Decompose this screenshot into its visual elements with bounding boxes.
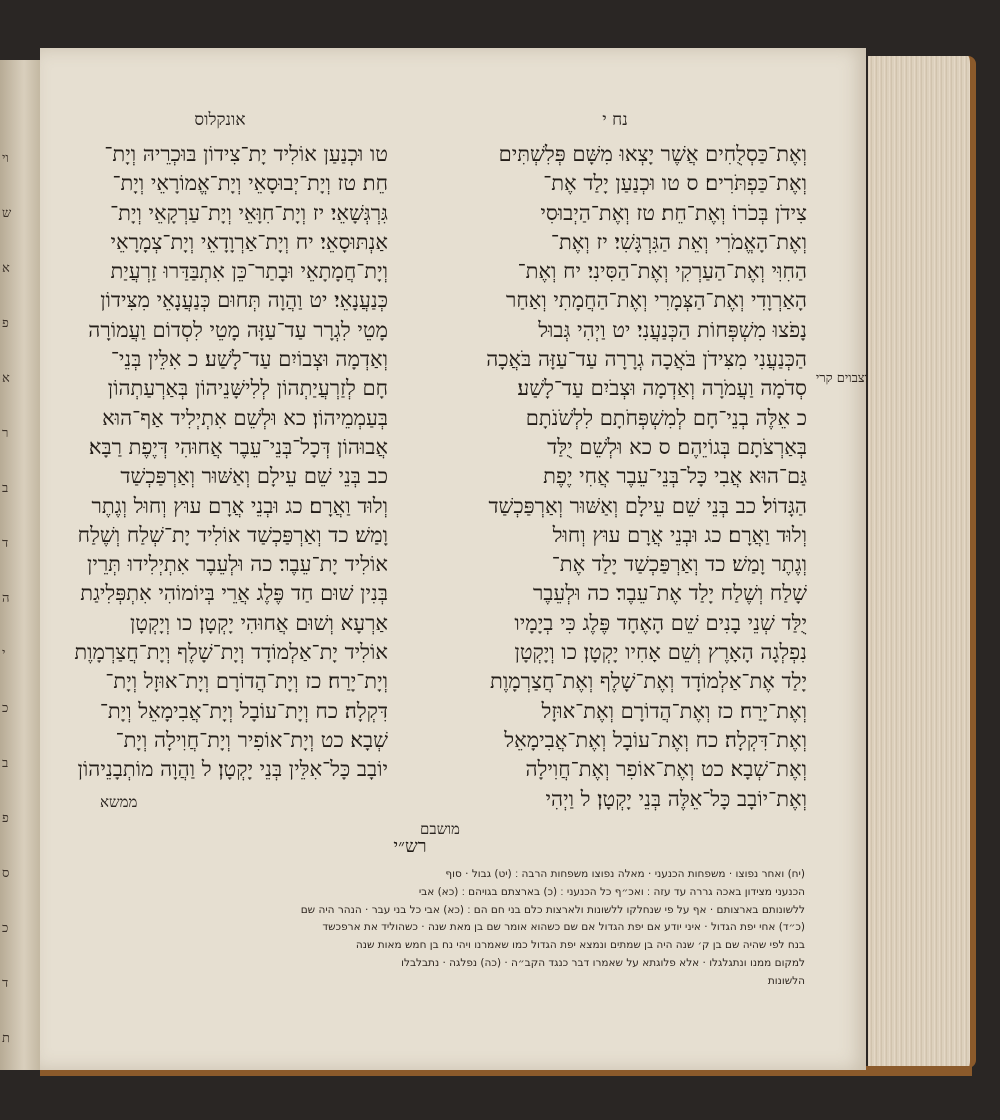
text-line: אֲבוּהוֹן דְּכָל־בְּנֵי־עֵבֶר אֲחוּהִי דְּיֶפֶת רַבָּא׃ [88, 434, 388, 459]
hebrew-text-column [405, 140, 807, 814]
text-line: וְיָת־יָרַח׃ כז וְיָת־הֲדוֹרָם וְיָת־אוּזָל וְיָת־ [105, 669, 388, 694]
rashi-title: רש״י [393, 836, 427, 857]
text-line: וְלוּד וַאֲרָם׃ כג וּבְנֵי אֲרָם עוּץ וְחוּל וְגֶתֶר [91, 493, 388, 518]
facing-page-fragment: ה [2, 591, 10, 606]
text-line: חָם לְזַרְעֲיַתְהוֹן לְלִישָּׁנֵיהוֹן בְּאַרְעַתְהוֹן [107, 376, 388, 401]
facing-page-fragment: ס [2, 866, 10, 881]
text-line: אַנְתּוּסָאֵי׃ יח וְיָת־אַרְוָדָאֵי וְיָת־צְמָרָאֵי [110, 229, 388, 254]
text-line: יָלַד אֶת־אַלְמוֹדָד וְאֶת־שָׁלֶף וְאֶת־חֲצַרְמָוֶת [490, 669, 807, 694]
text-line: הכנעני מצידון באכה גררה עד עזה ׃ ואכ״ף כל הכנעני ׃ (כ) בארצתם בגויהם ׃ (כא) אבי [418, 885, 805, 898]
text-line: וְאֶת־יָרַח׃ כז וְאֶת־הֲדוֹרָם וְאֶת־אוּזָל [541, 698, 807, 723]
text-line: בְּעַמְמֵיהוֹן׃ כא וּלְשֵׁם אִתְיְלִיד אַף־הוּא [102, 405, 388, 430]
facing-page-fragment: א [2, 261, 10, 276]
facing-page-fragment: א [2, 371, 10, 386]
facing-page-fragment: פ [2, 811, 9, 826]
text-line: טו וּכְנַעַן אוֹלִיד יָת־צִידוֹן בּוּכְרֵיהּ וְיָת־ [104, 142, 388, 166]
text-line: (כ״ד) אחי יפת הגדול · איני יודע אם יפת הגדול אם שם כשהוא אומר שם בן מאת שנה · כשהוליד את ארפכשד [322, 921, 805, 934]
text-line: גַּם־הוּא אֲבִי כָּל־בְּנֵי־עֵבֶר אֲחִי יֶפֶת [543, 464, 807, 489]
facing-page-fragment: פ [2, 316, 9, 331]
facing-page-fragment: ד [2, 976, 9, 991]
text-line: כ אֵלֶּה בְנֵי־חָם לְמִשְׁפְּחֹתָם לִלְשֹׁנֹתָם [525, 405, 807, 430]
text-line: נִפְלְגָה הָאָרֶץ וְשֵׁם אָחִיו יָקְטָן׃ כו וְיָקְטָן [514, 640, 807, 665]
text-line: וְאֶת־הָאֱמֹרִי וְאֵת הַגִּרְגָּשִׁי׃ יז וְאֶת־ [550, 229, 807, 254]
rashi-commentary [45, 866, 805, 991]
text-line: יֻלַּד שְׁנֵי בָנִים שֵׁם הָאֶחָד פֶּלֶג כִּי בְיָמָיו [514, 610, 807, 635]
text-line: וְאֶת־כַּפְתֹּרִים׃ ס טו וּכְנַעַן יָלַד אֶת־ [543, 171, 807, 196]
text-line: חֵת׃ טז וְיָת־יְבוּסָאֵי וְיָת־אֱמוֹרָאֵי וְיָת־ [112, 171, 388, 196]
text-line: כב בְּנֵי שֵׁם עֵילָם וְאַשּׁוּר וְאַרְפַּכְשַׁד [120, 464, 388, 489]
text-line: וְאַדְמָה וּצְבוֹיִם עַד־לָשַׁע׃ כ אִלֵּין בְּנֵי־ [110, 347, 388, 372]
text-line: יוֹבָב כָּל־אִלֵּין בְּנֵי יָקְטָן׃ ל וַהֲוָה מוֹתְבָנֵיהוֹן [77, 757, 388, 782]
text-line: שְׁבָא׃ כט וְיָת־אוֹפִיר וְיָת־חֲוִילָה וְיָת־ [115, 727, 388, 752]
text-line: וָמַשׁ׃ כד וְאַרְפַּכְשַׁד אוֹלִיד יָת־שְׁלַח וְשֶׁלַח [77, 522, 388, 547]
text-line: נָפֹצוּ מִשְׁפְּחוֹת הַכְּנַעֲנִי׃ יט וַיְהִי גְּבוּל [538, 317, 807, 342]
text-line: וְלוּד וַאֲרָם׃ כג וּבְנֵי אֲרָם עוּץ וְחוּל [552, 522, 807, 547]
catchword-left: ממשא [100, 793, 138, 811]
page-stack-edge [868, 56, 976, 1068]
text-line: שָׁלַח וְשֶׁלַח יָלַד אֶת־עֵבֶר׃ כה וּלְעֵבֶר [532, 581, 807, 606]
facing-page-fragment: י [2, 646, 6, 661]
text-line: בְּאַרְצֹתָם בְּגוֹיֵהֶם׃ ס כא וּלְשֵׁם יֻלַּד [547, 434, 807, 459]
text-line: צִידֹן בְּכֹרוֹ וְאֶת־חֵת׃ טז וְאֶת־הַיְבוּסִי [540, 200, 807, 225]
text-line: כְּנַעֲנָאֵי׃ יט וַהֲוָה תְּחוּם כְּנַעֲנָאֵי מִצִּידוֹן [100, 288, 388, 313]
text-line: וְאֶת־כַּסְלֻחִים אֲשֶׁר יָצְאוּ מִשָּׁם פְּלִשְׁתִּים [498, 142, 807, 166]
text-line: בְּנִין שׁוּם חַד פֶּלֶג אֲרֵי בְּיוֹמוֹהִי אִתְפְּלִיגַת [80, 581, 388, 606]
text-line: וְאֶת־דִּקְלָה׃ כח וְאֶת־עוֹבָל וְאֶת־אֲבִימָאֵל [504, 727, 807, 752]
text-line: אַרְעָא וְשׁוּם אֲחוּהִי יָקְטָן׃ כו וְיָקְטָן [129, 610, 388, 635]
running-head-left: אונקלוס [194, 110, 246, 130]
facing-page-fragment: וי [2, 151, 9, 166]
facing-page-fragment: ת [2, 1031, 10, 1046]
text-line: וְאֶת־יוֹבָב כָּל־אֵלֶּה בְּנֵי יָקְטָן׃ ל וַיְהִי [545, 786, 807, 811]
facing-page-fragment: ר [2, 426, 9, 441]
text-line: אוֹלִיד יָת־עֵבֶר׃ כה וּלְעֵבֶר אִתְיְלִידוּ תְּרֵין [86, 552, 388, 577]
text-line: הַחִוִּי וְאֶת־הַעַרְקִי וְאֶת־הַסִּינִי׃ יח וְאֶת־ [517, 259, 807, 284]
text-line: וְאֶת־שְׁבָא׃ כט וְאֶת־אוֹפִר וְאֶת־חֲוִילָה [525, 757, 807, 782]
facing-page-fragment: ד [2, 536, 9, 551]
facing-page-fragment: ש [2, 206, 12, 221]
text-line: וְיָת־חֲמָתָאֵי וּבָתַר־כֵּן אִתְבַּדַּרוּ זַרְעֲיַת [110, 259, 388, 284]
facing-page-edge [0, 60, 40, 1070]
text-line: הַגָּדוֹל׃ כב בְּנֵי שֵׁם עֵילָם וְאַשּׁוּר וְאַרְפַּכְשַׁד [488, 493, 807, 518]
text-line: סְדֹמָה וַעֲמֹרָה וְאַדְמָה וּצְבֹיִם עַד־לָשַׁע׃ [517, 376, 807, 401]
facing-page-fragment: כ [2, 921, 9, 936]
margin-note: וצבוים קרי [815, 371, 868, 386]
facing-page-fragment: כ [2, 701, 9, 716]
text-line: גִּרְגְּשָׁאֵי׃ יז וְיָת־חִוָּאֵי וְיָת־עַרְקָאֵי וְיָת־ [110, 200, 388, 225]
text-line: ללשונותם בארצותם · אף על פי שנחלקו ללשונות ולארצות כלם בני חם הם ׃ (כא) אבי כל בני עבר · הנהר היה שם [300, 903, 805, 916]
text-line: הַכְּנַעֲנִי מִצִּידֹן בֹּאֲכָה גְרָרָה עַד־עַזָּה בֹּאֲכָה [486, 347, 807, 372]
text-line: בנח לפי שהיה שם בן ק׳ שנה היה בן שמתים ונמצא יפת הגדול כמו שאמרנו ויהי נח בן חמש מאות שנה [355, 939, 805, 952]
running-head-right: נח י [602, 110, 628, 130]
facing-page-fragment: ב [2, 756, 9, 771]
text-line: הָאַרְוָדִי וְאֶת־הַצְּמָרִי וְאֶת־הַחֲמָתִי וְאַחַר [506, 288, 807, 313]
text-line: דִּקְלָה׃ כח וְיָת־עוֹבָל וְיָת־אֲבִימָאֵל וְיָת־ [99, 698, 388, 723]
text-line: מָטֵי לִגְרָר עַד־עַזָּה מָטֵי לִסְדוֹם וַעֲמוֹרָה [88, 317, 388, 342]
text-line: (יח) ואחר נפוצו · משפחות הכנעני · מאלה נפוצו משפחות הרבה ׃ (יט) גבול · סוף [445, 868, 805, 880]
catchword-right: מושבם [420, 820, 460, 838]
text-line: למקום ממנו ונתגלגלו · אלא פלוגתא על שאמרו דבר כנגד הקב״ה · (כה) נפלגה · נתבלבלו [401, 956, 805, 969]
text-line: הלשונות [767, 974, 805, 987]
text-line: אוֹלִיד יָת־אַלְמוֹדָד וְיָת־שָׁלֶף וְיָת־חֲצַרְמָוֶת [74, 640, 388, 665]
onkelos-text-column [48, 140, 388, 785]
facing-page-fragment: ב [2, 481, 9, 496]
text-line: וְגֶתֶר וָמַשׁ׃ כד וְאַרְפַּכְשַׁד יָלַד אֶת־ [551, 552, 807, 577]
